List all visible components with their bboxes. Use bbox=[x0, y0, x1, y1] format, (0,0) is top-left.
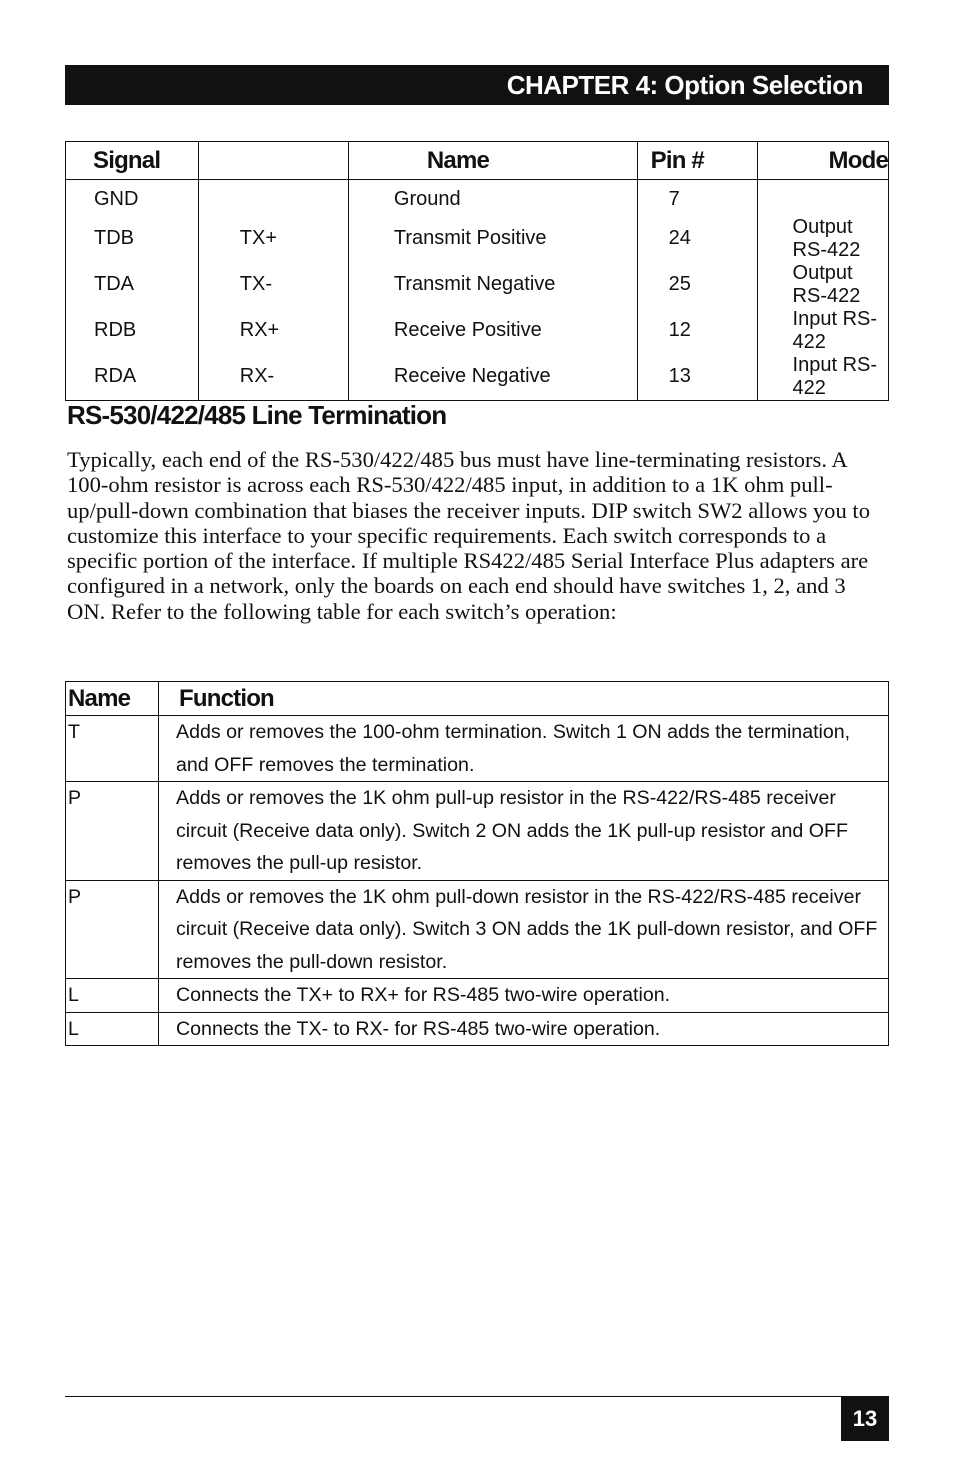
table-row bbox=[66, 216, 889, 262]
alias-cell: RX+ bbox=[198, 308, 348, 354]
alias-cell: TX+ bbox=[198, 216, 348, 262]
signal-cell: RDB bbox=[66, 308, 199, 354]
column-header: Signal bbox=[66, 142, 199, 180]
name-cell: Receive Positive bbox=[348, 308, 637, 354]
signal-table bbox=[65, 141, 889, 401]
pin-cell: 7 bbox=[637, 180, 757, 216]
switch-name-cell: P bbox=[66, 880, 159, 979]
signal-cell: GND bbox=[66, 180, 199, 216]
table-row bbox=[66, 354, 889, 401]
switch-name-cell: P bbox=[66, 782, 159, 881]
column-header: Mode bbox=[757, 142, 888, 180]
mode-cell: Output RS-422 bbox=[792, 215, 861, 261]
table-row bbox=[66, 716, 889, 782]
section-heading: RS-530/422/485 Line Termination bbox=[67, 400, 447, 430]
function-cell: Adds or removes the 1K ohm pull-down resistor in the RS-422/RS-485 receiver circuit (Receive data only). Switch 3 ON adds the 1K pull-down resistor, and OFF removes the pull-down resistor. bbox=[159, 880, 889, 979]
pin-cell: 13 bbox=[637, 354, 757, 401]
name-cell: Transmit Negative bbox=[348, 262, 637, 308]
alias-cell: TX- bbox=[198, 262, 348, 308]
table-row bbox=[66, 782, 889, 881]
signal-cell: TDB bbox=[66, 216, 199, 262]
table-row bbox=[66, 880, 889, 979]
column-header bbox=[198, 142, 348, 180]
column-header: Name bbox=[66, 682, 159, 716]
column-header: Name bbox=[348, 142, 637, 180]
table-row bbox=[66, 1012, 889, 1046]
chapter-header bbox=[65, 65, 889, 105]
pin-cell: 25 bbox=[637, 262, 757, 308]
table-row bbox=[66, 180, 889, 216]
signal-cell: RDA bbox=[66, 354, 199, 401]
pin-cell: 24 bbox=[637, 216, 757, 262]
name-cell: Receive Negative bbox=[348, 354, 637, 401]
function-table bbox=[65, 681, 889, 1046]
table-row bbox=[66, 262, 889, 308]
footer-divider bbox=[65, 1396, 841, 1397]
table-row bbox=[66, 979, 889, 1013]
page-number: 13 bbox=[841, 1396, 889, 1441]
mode-cell: Input RS-422 bbox=[792, 353, 878, 399]
table-row bbox=[66, 308, 889, 354]
switch-name-cell: L bbox=[66, 979, 159, 1013]
alias-cell bbox=[198, 180, 348, 216]
chapter-title: CHAPTER 4: Option Selection bbox=[506, 70, 863, 100]
function-cell: Adds or removes the 1K ohm pull-up resistor in the RS-422/RS-485 receiver circuit (Receive data only). Switch 2 ON adds the 1K pull-up resistor and OFF removes the pull-up resistor. bbox=[159, 782, 889, 881]
table-header-row bbox=[66, 682, 889, 716]
function-cell: Connects the TX- to RX- for RS-485 two-wire operation. bbox=[159, 1012, 889, 1046]
alias-cell: RX- bbox=[198, 354, 348, 401]
mode-cell: Input RS-422 bbox=[792, 307, 878, 353]
switch-name-cell: L bbox=[66, 1012, 159, 1046]
column-header: Function bbox=[159, 682, 889, 716]
pin-cell: 12 bbox=[637, 308, 757, 354]
table-header-row bbox=[66, 142, 889, 180]
mode-cell: Output RS-422 bbox=[792, 261, 861, 307]
function-cell: Adds or removes the 100-ohm termination. Switch 1 ON adds the termination, and OFF removes the termination. bbox=[159, 716, 889, 782]
switch-name-cell: T bbox=[66, 716, 159, 782]
body-paragraph: Typically, each end of the RS-530/422/485 bus must have line-terminating resistors. A 100-ohm resistor is across each RS-530/422/485 input, in addition to a 1K ohm pull-up/pull-down combination that biases the receiver inputs. DIP switch SW2 allows you to customize this interface to your specific requirements. Each switch corresponds to a specific portion of the interface. If multiple RS422/485 Serial Interface Plus adapters are configured in a network, only the boards on each end should have switches 1, 2, and 3 ON. Refer to the following table for each switch’s operation: bbox=[67, 447, 870, 624]
name-cell: Transmit Positive bbox=[348, 216, 637, 262]
function-cell: Connects the TX+ to RX+ for RS-485 two-wire operation. bbox=[159, 979, 889, 1013]
signal-cell: TDA bbox=[66, 262, 199, 308]
column-header: Pin # bbox=[637, 142, 757, 180]
mode-cell bbox=[757, 180, 888, 216]
name-cell: Ground bbox=[348, 180, 637, 216]
